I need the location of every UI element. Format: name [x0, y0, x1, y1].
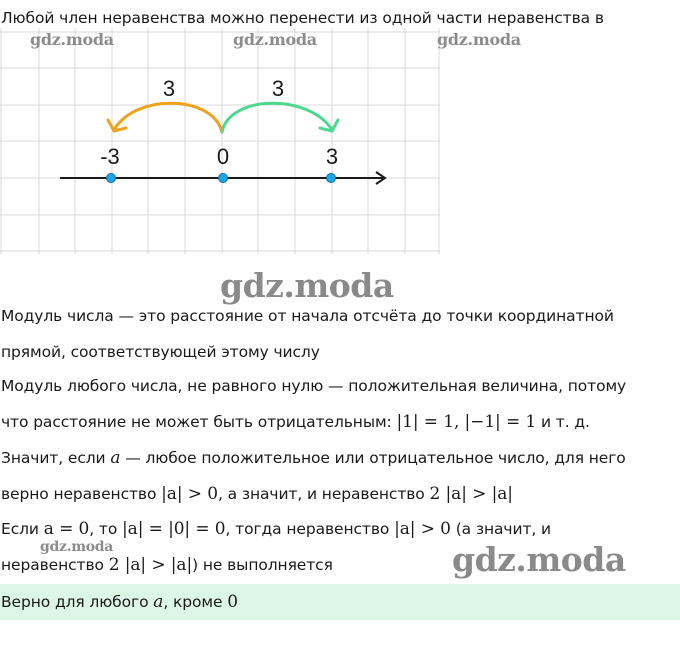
math-zero: 0: [227, 592, 238, 612]
text: , тогда неравенство: [225, 520, 390, 538]
point-label-minus3: -3: [100, 144, 120, 169]
text: Если: [1, 520, 39, 538]
watermark: gdz.moda: [233, 30, 317, 49]
watermark-large: gdz.moda: [220, 266, 394, 305]
text: неравенство: [1, 556, 104, 574]
point-0: [219, 174, 228, 183]
math-variable: a: [153, 592, 164, 612]
point-label-0: 0: [216, 144, 230, 169]
paragraph-3-line-1: [1, 448, 626, 468]
arc-left-label: 3: [162, 76, 176, 101]
point-3: [327, 174, 336, 183]
paragraph-2-line-2: [1, 412, 590, 432]
paragraph-3-line-2: [1, 484, 513, 504]
watermark: gdz.moda: [30, 30, 114, 49]
text: , кроме: [163, 593, 223, 611]
math-expression: |a| = |0| = 0: [122, 519, 226, 539]
paragraph-4-line-1: [1, 519, 551, 539]
text: , а значит, и неравенство: [217, 485, 425, 503]
watermark: gdz.moda: [437, 30, 521, 49]
text: что расстояние не может быть отрицательным:: [1, 413, 392, 431]
paragraph-2-line-1: Модуль любого числа, не равного нулю — положительная величина, потому: [1, 377, 627, 395]
point-minus3: [107, 174, 116, 183]
math-expression: |1| = 1, |−1| = 1: [396, 412, 537, 432]
watermark-large: gdz.moda: [452, 540, 626, 579]
right-arc: [222, 103, 332, 132]
text: — любое положительное или отрицательное число, для него: [125, 449, 626, 467]
text: (а значит, и: [455, 520, 552, 538]
text: Верно для любого: [1, 593, 149, 611]
paragraph-1-line-1: Модуль числа — это расстояние от начала отсчёта до точки координатной: [1, 307, 614, 325]
intro-line: Любой член неравенства можно перенести из одной части неравенства в: [1, 9, 604, 27]
answer-line: [1, 592, 238, 612]
arc-right-label: 3: [271, 76, 285, 101]
grid: [0, 28, 440, 254]
watermark: gdz.moda: [40, 539, 114, 555]
paragraph-4-line-2: [1, 555, 333, 575]
text: и т. д.: [540, 413, 590, 431]
text: Значит, если: [1, 449, 106, 467]
answer-box: [0, 584, 680, 620]
math-expression: 2 |a| > |a|: [108, 555, 193, 575]
math-expression: 2 |a| > |a|: [429, 484, 513, 504]
left-arc: [114, 103, 222, 132]
math-variable: a: [110, 448, 121, 468]
point-label-3: 3: [325, 144, 339, 169]
math-expression: |a| > 0: [161, 484, 218, 504]
paragraph-1-line-2: прямой, соответствующей этому числу: [1, 343, 320, 361]
math-expression: a = 0: [43, 519, 90, 539]
text: ) не выполняется: [192, 556, 333, 574]
text: , то: [89, 520, 118, 538]
number-line-figure: [0, 28, 440, 254]
math-expression: |a| > 0: [394, 519, 451, 539]
text: верно неравенство: [1, 485, 157, 503]
